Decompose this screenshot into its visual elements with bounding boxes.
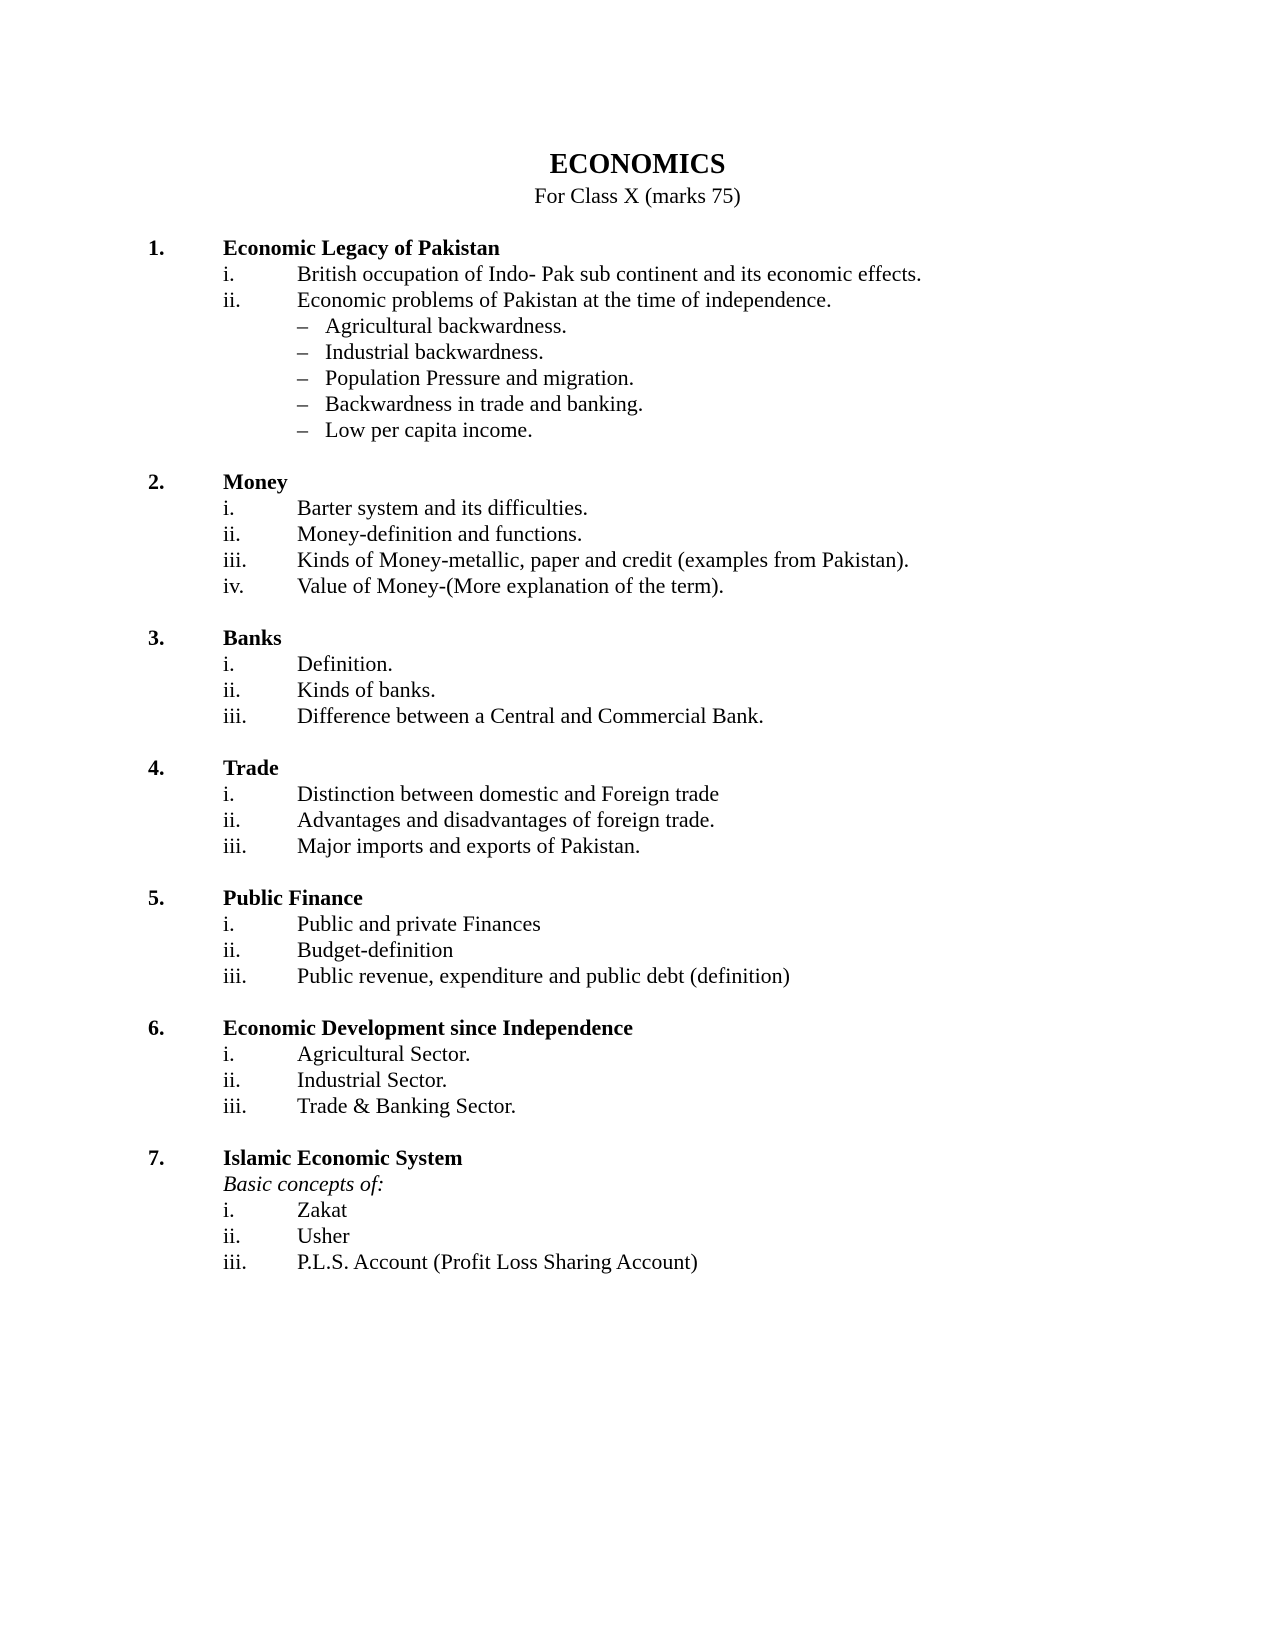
section-title: Banks <box>223 625 282 650</box>
sub-list-item <box>0 313 1275 339</box>
item-number: ii. <box>223 1067 241 1092</box>
item-text: Economic problems of Pakistan at the time of independence. <box>297 287 832 312</box>
item-text: Value of Money-(More explanation of the term). <box>297 573 725 598</box>
page-subtitle: For Class X (marks 75) <box>534 183 741 208</box>
item-text: Public and private Finances <box>297 911 541 936</box>
item-number: iii. <box>223 703 247 728</box>
section-number: 4. <box>148 755 165 780</box>
item-number: iii. <box>223 547 247 572</box>
section-heading <box>0 235 1275 261</box>
list-item <box>0 261 1275 287</box>
intro-text: Basic concepts of: <box>223 1171 385 1196</box>
section-heading <box>0 755 1275 781</box>
list-item <box>0 937 1275 963</box>
section-number: 2. <box>148 469 165 494</box>
section-number: 1. <box>148 235 165 260</box>
list-item <box>0 963 1275 989</box>
section-economic-development <box>0 1015 1275 1119</box>
section-number: 6. <box>148 1015 165 1040</box>
dash-bullet: – <box>297 391 308 416</box>
dash-bullet: – <box>297 417 308 442</box>
item-text: Industrial Sector. <box>297 1067 448 1092</box>
list-item <box>0 521 1275 547</box>
section-intro <box>0 1171 1275 1197</box>
item-number: iii. <box>223 833 247 858</box>
list-item <box>0 807 1275 833</box>
list-item <box>0 287 1275 313</box>
section-title: Economic Legacy of Pakistan <box>223 235 500 260</box>
sections-list <box>0 235 1275 1301</box>
item-text: Public revenue, expenditure and public debt (definition) <box>297 963 791 988</box>
section-title: Islamic Economic System <box>223 1145 463 1170</box>
list-item <box>0 495 1275 521</box>
list-item <box>0 703 1275 729</box>
item-text: Kinds of banks. <box>297 677 436 702</box>
item-number: ii. <box>223 807 241 832</box>
item-text: Major imports and exports of Pakistan. <box>297 833 641 858</box>
item-text: British occupation of Indo- Pak sub continent and its economic effects. <box>297 261 922 286</box>
sub-item-text: Low per capita income. <box>325 417 533 442</box>
item-number: i. <box>223 495 235 520</box>
item-text: Money-definition and functions. <box>297 521 583 546</box>
item-number: i. <box>223 911 235 936</box>
list-item <box>0 1093 1275 1119</box>
dash-bullet: – <box>297 313 308 338</box>
item-text: Distinction between domestic and Foreign trade <box>297 781 720 806</box>
item-number: i. <box>223 1041 235 1066</box>
item-number: ii. <box>223 677 241 702</box>
list-item <box>0 1067 1275 1093</box>
section-economic-legacy <box>0 235 1275 443</box>
item-text: P.L.S. Account (Profit Loss Sharing Account) <box>297 1249 698 1274</box>
list-item <box>0 1223 1275 1249</box>
sub-item-text: Agricultural backwardness. <box>325 313 567 338</box>
item-number: i. <box>223 651 235 676</box>
sub-list-item <box>0 365 1275 391</box>
item-text: Zakat <box>297 1197 348 1222</box>
item-text: Budget-definition <box>297 937 454 962</box>
sub-list-item <box>0 339 1275 365</box>
section-heading <box>0 469 1275 495</box>
section-money <box>0 469 1275 599</box>
list-item <box>0 911 1275 937</box>
section-heading <box>0 625 1275 651</box>
list-item <box>0 1041 1275 1067</box>
item-number: i. <box>223 1197 235 1222</box>
section-title: Trade <box>223 755 279 780</box>
list-item <box>0 547 1275 573</box>
section-public-finance <box>0 885 1275 989</box>
sub-list-item <box>0 417 1275 443</box>
sub-item-text: Industrial backwardness. <box>325 339 544 364</box>
item-text: Trade & Banking Sector. <box>297 1093 517 1118</box>
sub-item-text: Population Pressure and migration. <box>325 365 635 390</box>
section-title: Public Finance <box>223 885 363 910</box>
item-number: iii. <box>223 1249 247 1274</box>
item-number: ii. <box>223 287 241 312</box>
section-number: 3. <box>148 625 165 650</box>
list-item <box>0 573 1275 599</box>
list-item <box>0 1249 1275 1275</box>
section-number: 7. <box>148 1145 165 1170</box>
item-text: Advantages and disadvantages of foreign trade. <box>297 807 715 832</box>
item-text: Agricultural Sector. <box>297 1041 471 1066</box>
section-heading <box>0 885 1275 911</box>
section-heading <box>0 1145 1275 1171</box>
item-text: Barter system and its difficulties. <box>297 495 589 520</box>
section-number: 5. <box>148 885 165 910</box>
item-number: i. <box>223 261 235 286</box>
list-item <box>0 677 1275 703</box>
dash-bullet: – <box>297 365 308 390</box>
section-banks <box>0 625 1275 729</box>
item-text: Kinds of Money-metallic, paper and credit (examples from Pakistan). <box>297 547 910 572</box>
list-item <box>0 781 1275 807</box>
section-title: Economic Development since Independence <box>223 1015 634 1040</box>
item-number: iii. <box>223 963 247 988</box>
page-title: ECONOMICS <box>549 149 726 180</box>
list-item <box>0 833 1275 859</box>
item-number: i. <box>223 781 235 806</box>
section-title: Money <box>223 469 288 494</box>
item-number: ii. <box>223 937 241 962</box>
item-number: iv. <box>223 573 245 598</box>
sub-item-text: Backwardness in trade and banking. <box>325 391 644 416</box>
dash-bullet: – <box>297 339 308 364</box>
item-number: iii. <box>223 1093 247 1118</box>
section-trade <box>0 755 1275 859</box>
section-islamic-economic-system <box>0 1145 1275 1275</box>
sub-list-item <box>0 391 1275 417</box>
item-text: Usher <box>297 1223 350 1248</box>
section-heading <box>0 1015 1275 1041</box>
list-item <box>0 1197 1275 1223</box>
item-number: ii. <box>223 1223 241 1248</box>
item-number: ii. <box>223 521 241 546</box>
item-text: Definition. <box>297 651 393 676</box>
list-item <box>0 651 1275 677</box>
item-text: Difference between a Central and Commercial Bank. <box>297 703 764 728</box>
